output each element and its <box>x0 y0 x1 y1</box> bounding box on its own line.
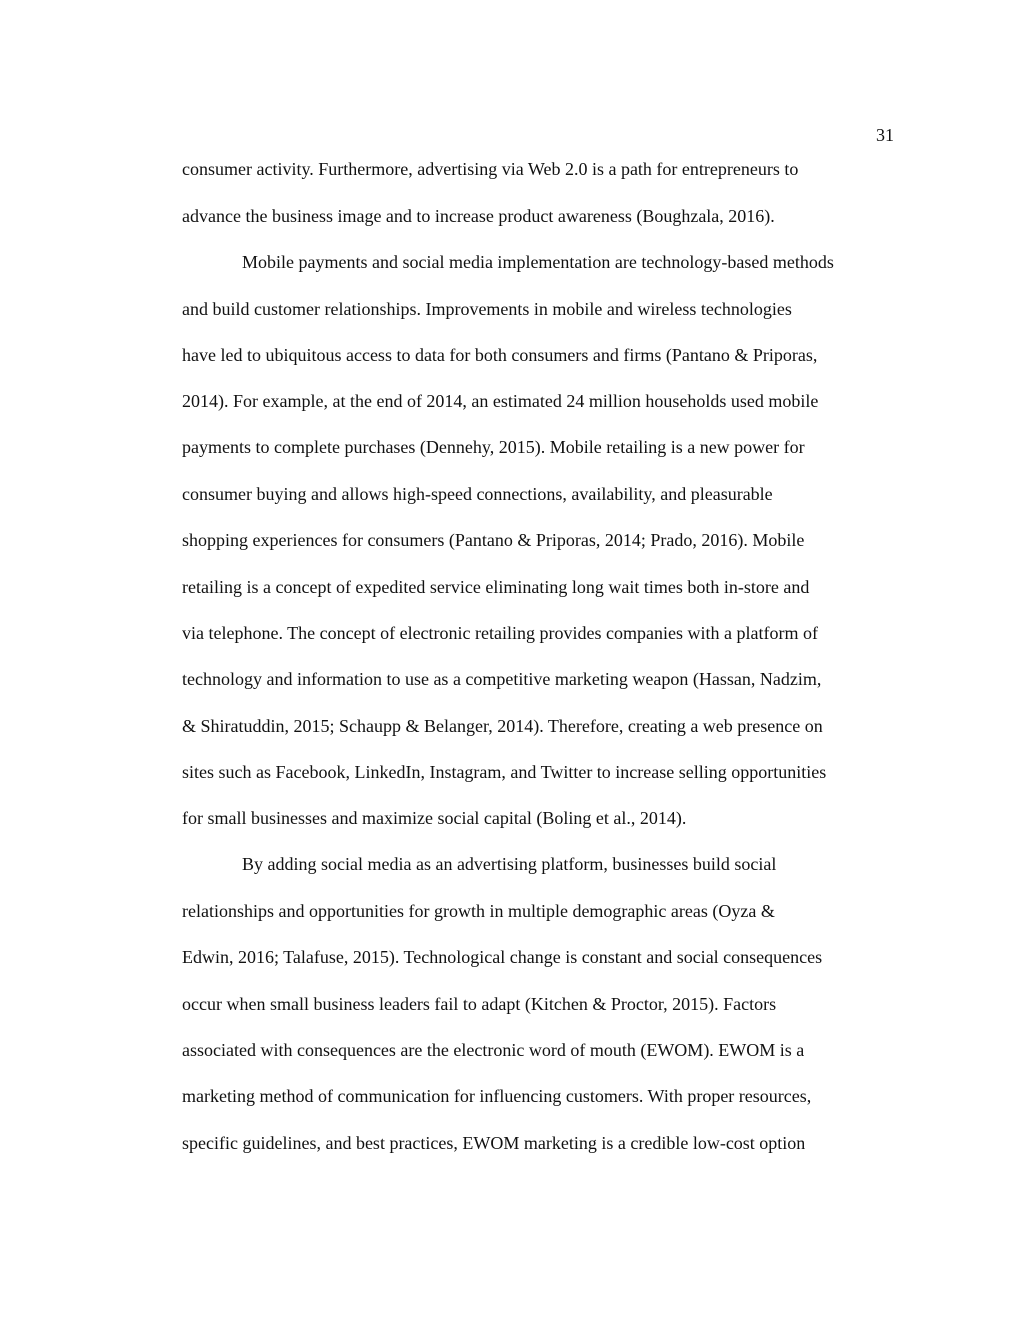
text-line: consumer activity. Furthermore, advertising via Web 2.0 is a path for entrepreneurs to <box>182 159 799 179</box>
text-line: associated with consequences are the electronic word of mouth (EWOM). EWOM is a <box>182 1040 805 1060</box>
text-line: and build customer relationships. Improvements in mobile and wireless technologies <box>182 299 792 319</box>
text-line: sites such as Facebook, LinkedIn, Instagram, and Twitter to increase selling opportunities <box>182 762 827 782</box>
text-line: marketing method of communication for influencing customers. With proper resources, <box>182 1086 812 1106</box>
text-line: Edwin, 2016; Talafuse, 2015). Technological change is constant and social consequences <box>182 947 823 967</box>
text-line: retailing is a concept of expedited service eliminating long wait times both in-store and <box>182 577 810 597</box>
text-line: for small businesses and maximize social capital (Boling et al., 2014). <box>182 808 687 828</box>
text-line: & Shiratuddin, 2015; Schaupp & Belanger, 2014). Therefore, creating a web presence on <box>182 716 823 736</box>
text-line: 2014). For example, at the end of 2014, an estimated 24 million households used mobile <box>182 391 819 411</box>
paragraph-first-line: By adding social media as an advertising platform, businesses build social <box>242 854 777 874</box>
text-line: occur when small business leaders fail to adapt (Kitchen & Proctor, 2015). Factors <box>182 994 777 1014</box>
text-line: shopping experiences for consumers (Pantano & Priporas, 2014; Prado, 2016). Mobile <box>182 530 805 550</box>
text-line: advance the business image and to increase product awareness (Boughzala, 2016). <box>182 206 775 226</box>
text-line: have led to ubiquitous access to data for both consumers and firms (Pantano & Priporas, <box>182 345 818 365</box>
text-line: via telephone. The concept of electronic retailing provides companies with a platform of <box>182 623 818 643</box>
paragraph-first-line: Mobile payments and social media implementation are technology-based methods <box>242 252 834 272</box>
text-line: technology and information to use as a competitive marketing weapon (Hassan, Nadzim, <box>182 669 822 689</box>
text-line: consumer buying and allows high-speed connections, availability, and pleasurable <box>182 484 773 504</box>
page-number: 31 <box>876 125 894 145</box>
text-line: payments to complete purchases (Dennehy, 2015). Mobile retailing is a new power for <box>182 437 805 457</box>
text-line: specific guidelines, and best practices, EWOM marketing is a credible low-cost option <box>182 1133 806 1153</box>
text-line: relationships and opportunities for growth in multiple demographic areas (Oyza & <box>182 901 775 921</box>
